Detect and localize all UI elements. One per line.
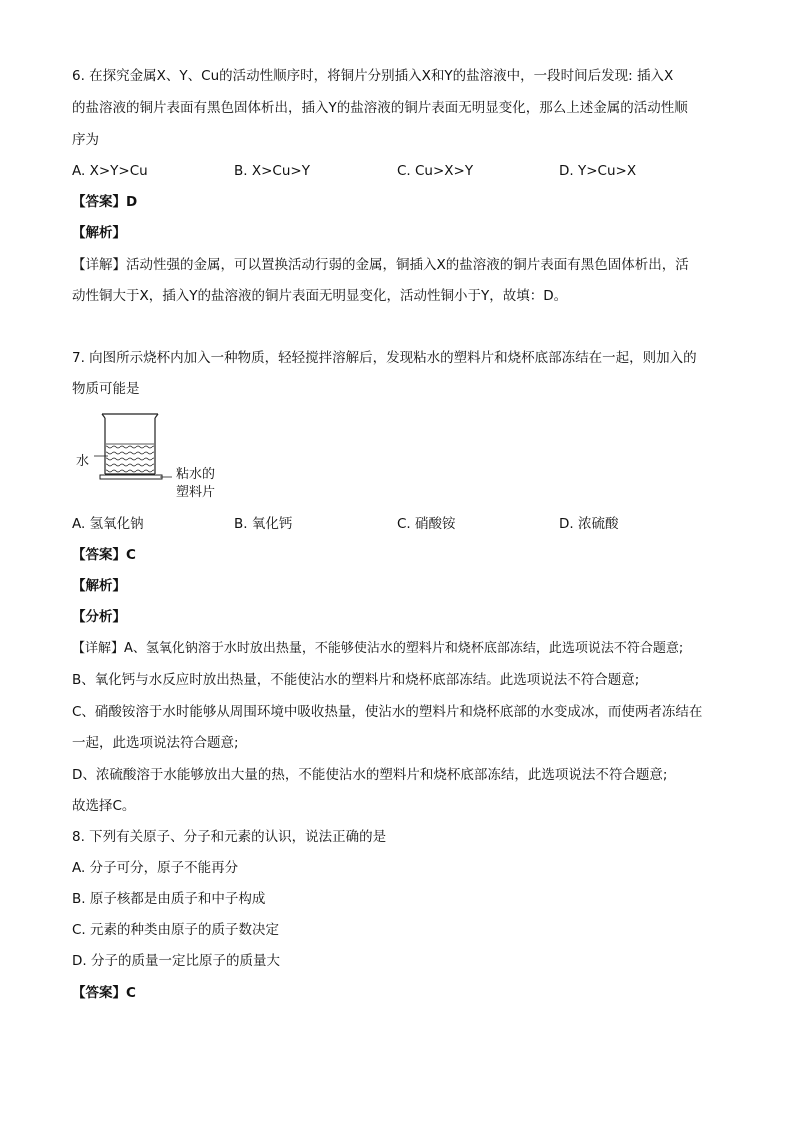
q8-option-d: D. 分子的质量一定比原子的质量大	[72, 953, 280, 969]
q7-stem-line-1: 7. 向图所示烧杯内加入一种物质，轻轻搅拌溶解后，发现粘水的塑料片和烧杯底部冻结在一起，则加入的	[72, 350, 697, 366]
q6-option-a: A. X>Y>Cu	[72, 163, 148, 179]
q7-analysis-label: 【解析】	[72, 578, 126, 594]
q6-option-d: D. Y>Cu>X	[559, 163, 637, 179]
q6-stem-line-1: 6. 在探究金属X、Y、Cu的活动性顺序时，将铜片分别插入X和Y的盐溶液中，一段时间后发现: 插入X	[72, 68, 674, 84]
q6-analysis-label: 【解析】	[72, 225, 126, 241]
q8-stem: 8. 下列有关原子、分子和元素的认识，说法正确的是	[72, 829, 387, 845]
q7-detail-line-2: B、氧化钙与水反应时放出热量，不能使沾水的塑料片和烧杯底部冻结。此选项说法不符合题意;	[72, 672, 640, 688]
q7-detail-line-3: C、硝酸铵溶于水时能够从周围环境中吸收热量，使沾水的塑料片和烧杯底部的水变成冰，而使两者冻结在	[72, 704, 703, 720]
q6-option-c: C. Cu>X>Y	[397, 163, 474, 179]
q7-detail-line-1: 【详解】A、氢氧化钠溶于水时放出热量，不能够使沾水的塑料片和烧杯底部冻结，此选项说法不符合题意;	[72, 641, 684, 656]
q7-answer: 【答案】C	[72, 547, 136, 563]
q6-stem-line-2: 的盐溶液的铜片表面有黑色固体析出，插入Y的盐溶液的铜片表面无明显变化，那么上述金属的活动性顺	[72, 100, 688, 116]
q7-fenxi-label: 【分析】	[72, 609, 126, 625]
water-label: 水	[76, 454, 90, 469]
q8-option-c: C. 元素的种类由原子的质子数决定	[72, 922, 280, 938]
q7-detail-line-6: 故选择C。	[72, 798, 136, 814]
q7-option-a: A. 氢氧化钠	[72, 516, 144, 532]
q6-stem-line-3: 序为	[72, 132, 99, 148]
q7-stem-line-2: 物质可能是	[72, 381, 140, 397]
q7-option-b: B. 氧化钙	[234, 516, 293, 532]
q8-option-a: A. 分子可分，原子不能再分	[72, 860, 239, 876]
q6-option-b: B. X>Cu>Y	[234, 163, 310, 179]
plate-label-line-2: 塑料片	[176, 485, 216, 500]
q8-answer: 【答案】C	[72, 985, 136, 1001]
q6-detail-line-1: 【详解】活动性强的金属，可以置换活动行弱的金属，铜插入X的盐溶液的铜片表面有黑色固体析出，活	[72, 257, 689, 273]
q8-option-b: B. 原子核都是由质子和中子构成	[72, 891, 266, 907]
q6-answer: 【答案】D	[72, 194, 138, 210]
q7-option-c: C. 硝酸铵	[397, 516, 456, 532]
plate-label-line-1: 粘水的	[176, 467, 216, 482]
q7-detail-line-4: 一起，此选项说法符合题意;	[72, 735, 239, 751]
q6-detail-line-2: 动性铜大于X，插入Y的盐溶液的铜片表面无明显变化，活动性铜小于Y，故填：D。	[72, 288, 568, 304]
q7-detail-line-5: D、浓硫酸溶于水能够放出大量的热，不能使沾水的塑料片和烧杯底部冻结，此选项说法不符合题意;	[72, 767, 668, 783]
q7-option-d: D. 浓硫酸	[559, 516, 619, 532]
